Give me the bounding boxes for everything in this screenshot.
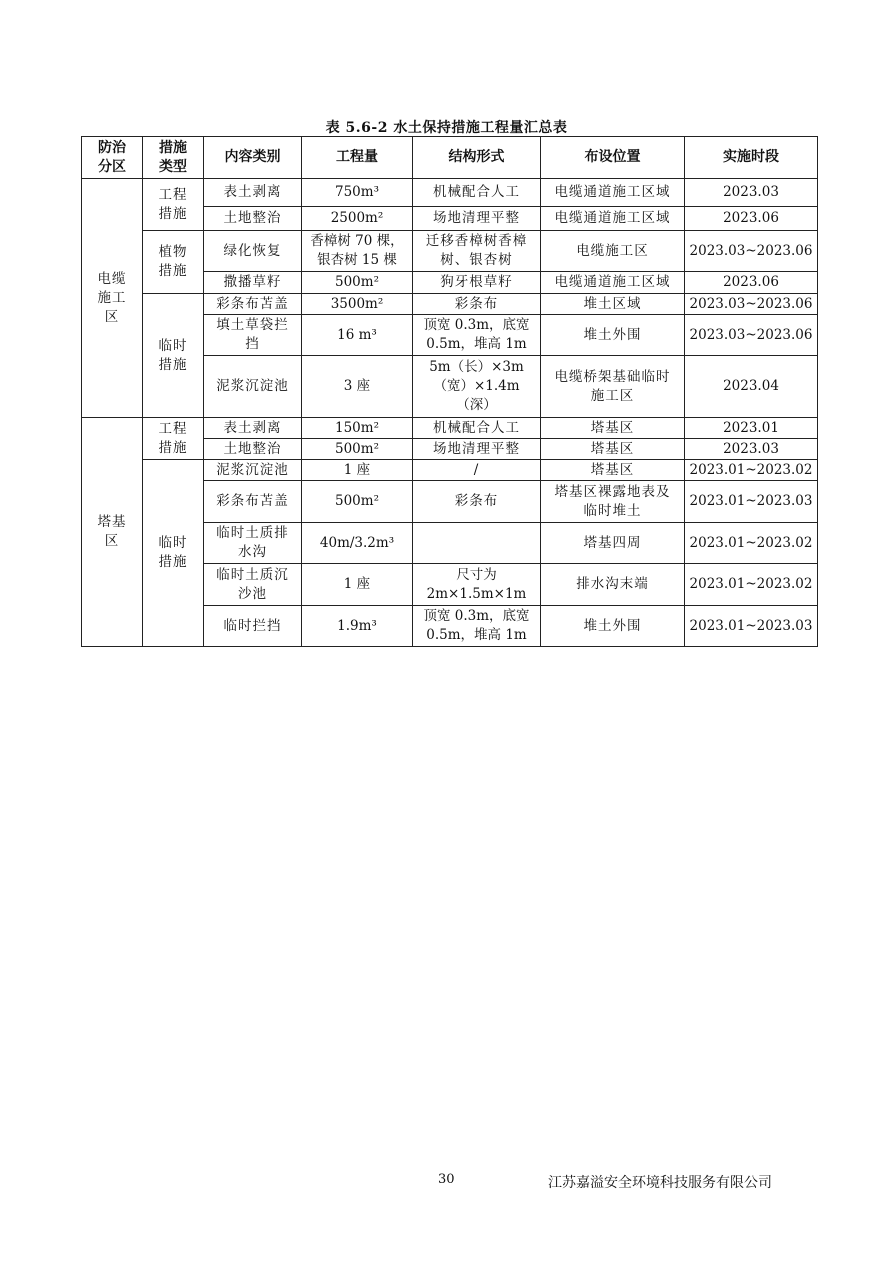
quantity-cell: 1 座 bbox=[302, 460, 413, 481]
table-caption: 表 5.6-2 水土保持措施工程量汇总表 bbox=[325, 120, 568, 136]
table-row bbox=[82, 418, 818, 439]
period-cell: 2023.01~2023.02 bbox=[685, 460, 818, 481]
structure-cell: 机械配合人工 bbox=[413, 179, 541, 207]
location-cell: 堆土外围 bbox=[541, 606, 685, 647]
structure-cell: 彩条布 bbox=[413, 481, 541, 523]
content-cell: 临时拦挡 bbox=[204, 606, 302, 647]
structure-cell bbox=[413, 523, 541, 564]
table-row bbox=[82, 179, 818, 207]
header-zone: 防治 分区 bbox=[82, 137, 143, 179]
header-content: 内容类别 bbox=[204, 137, 302, 179]
structure-cell: 场地清理平整 bbox=[413, 207, 541, 231]
content-cell: 表土剥离 bbox=[204, 418, 302, 439]
header-period: 实施时段 bbox=[685, 137, 818, 179]
period-cell: 2023.03 bbox=[685, 439, 818, 460]
content-cell: 土地整治 bbox=[204, 207, 302, 231]
content-cell: 彩条布苫盖 bbox=[204, 294, 302, 315]
content-cell: 填土草袋拦 挡 bbox=[204, 315, 302, 356]
location-cell: 电缆通道施工区域 bbox=[541, 272, 685, 294]
zone-tower-cell: 塔基 区 bbox=[82, 418, 143, 647]
structure-cell: 彩条布 bbox=[413, 294, 541, 315]
period-cell: 2023.03~2023.06 bbox=[685, 294, 818, 315]
structure-cell: 5m（长）×3m （宽）×1.4m （深） bbox=[413, 356, 541, 418]
content-cell: 泥浆沉淀池 bbox=[204, 356, 302, 418]
measures-table bbox=[81, 136, 818, 647]
content-cell: 临时土质沉 沙池 bbox=[204, 564, 302, 606]
company-name: 江苏嘉溢安全环境科技服务有限公司 bbox=[548, 1175, 772, 1191]
location-cell: 塔基区 bbox=[541, 418, 685, 439]
location-cell: 电缆桥架基础临时 施工区 bbox=[541, 356, 685, 418]
content-cell: 彩条布苫盖 bbox=[204, 481, 302, 523]
header-quantity: 工程量 bbox=[302, 137, 413, 179]
content-cell: 土地整治 bbox=[204, 439, 302, 460]
period-cell: 2023.03~2023.06 bbox=[685, 231, 818, 272]
quantity-cell: 750m³ bbox=[302, 179, 413, 207]
quantity-cell: 2500m² bbox=[302, 207, 413, 231]
period-cell: 2023.06 bbox=[685, 272, 818, 294]
period-cell: 2023.06 bbox=[685, 207, 818, 231]
location-cell: 塔基区 bbox=[541, 460, 685, 481]
structure-cell: 迁移香樟树香樟 树、银杏树 bbox=[413, 231, 541, 272]
quantity-cell: 1.9m³ bbox=[302, 606, 413, 647]
type-temporary-cell: 临时 措施 bbox=[143, 294, 204, 418]
header-structure: 结构形式 bbox=[413, 137, 541, 179]
period-cell: 2023.03 bbox=[685, 179, 818, 207]
content-cell: 表土剥离 bbox=[204, 179, 302, 207]
period-cell: 2023.01~2023.03 bbox=[685, 481, 818, 523]
quantity-cell: 16 m³ bbox=[302, 315, 413, 356]
header-location: 布设位置 bbox=[541, 137, 685, 179]
header-type: 措施 类型 bbox=[143, 137, 204, 179]
location-cell: 塔基区裸露地表及 临时堆土 bbox=[541, 481, 685, 523]
type-plant-cell: 植物 措施 bbox=[143, 231, 204, 294]
location-cell: 塔基四周 bbox=[541, 523, 685, 564]
period-cell: 2023.03~2023.06 bbox=[685, 315, 818, 356]
quantity-cell: 500m² bbox=[302, 439, 413, 460]
content-cell: 临时土质排 水沟 bbox=[204, 523, 302, 564]
header-row bbox=[82, 137, 818, 179]
structure-cell: 顶宽 0.3m，底宽 0.5m，堆高 1m bbox=[413, 315, 541, 356]
table-row bbox=[82, 231, 818, 272]
type-engineering-cell: 工程 措施 bbox=[143, 179, 204, 231]
content-cell: 撒播草籽 bbox=[204, 272, 302, 294]
table-row bbox=[82, 294, 818, 315]
location-cell: 堆土外围 bbox=[541, 315, 685, 356]
type-engineering-cell: 工程 措施 bbox=[143, 418, 204, 460]
location-cell: 塔基区 bbox=[541, 439, 685, 460]
location-cell: 排水沟末端 bbox=[541, 564, 685, 606]
period-cell: 2023.01 bbox=[685, 418, 818, 439]
structure-cell: 机械配合人工 bbox=[413, 418, 541, 439]
structure-cell: 狗牙根草籽 bbox=[413, 272, 541, 294]
content-cell: 绿化恢复 bbox=[204, 231, 302, 272]
quantity-cell: 3500m² bbox=[302, 294, 413, 315]
quantity-cell: 150m² bbox=[302, 418, 413, 439]
period-cell: 2023.01~2023.02 bbox=[685, 523, 818, 564]
period-cell: 2023.04 bbox=[685, 356, 818, 418]
period-cell: 2023.01~2023.02 bbox=[685, 564, 818, 606]
zone-cable-cell: 电缆 施工 区 bbox=[82, 179, 143, 418]
location-cell: 电缆通道施工区域 bbox=[541, 179, 685, 207]
quantity-cell: 40m/3.2m³ bbox=[302, 523, 413, 564]
quantity-cell: 香樟树 70 棵， 银杏树 15 棵 bbox=[302, 231, 413, 272]
content-cell: 泥浆沉淀池 bbox=[204, 460, 302, 481]
quantity-cell: 3 座 bbox=[302, 356, 413, 418]
structure-cell: 场地清理平整 bbox=[413, 439, 541, 460]
type-temporary-cell: 临时 措施 bbox=[143, 460, 204, 647]
location-cell: 堆土区域 bbox=[541, 294, 685, 315]
period-cell: 2023.01~2023.03 bbox=[685, 606, 818, 647]
structure-cell: 尺寸为 2m×1.5m×1m bbox=[413, 564, 541, 606]
location-cell: 电缆施工区 bbox=[541, 231, 685, 272]
structure-cell: / bbox=[413, 460, 541, 481]
page-number: 30 bbox=[438, 1172, 455, 1187]
quantity-cell: 500m² bbox=[302, 481, 413, 523]
structure-cell: 顶宽 0.3m，底宽 0.5m，堆高 1m bbox=[413, 606, 541, 647]
table-row bbox=[82, 460, 818, 481]
quantity-cell: 1 座 bbox=[302, 564, 413, 606]
location-cell: 电缆通道施工区域 bbox=[541, 207, 685, 231]
quantity-cell: 500m² bbox=[302, 272, 413, 294]
